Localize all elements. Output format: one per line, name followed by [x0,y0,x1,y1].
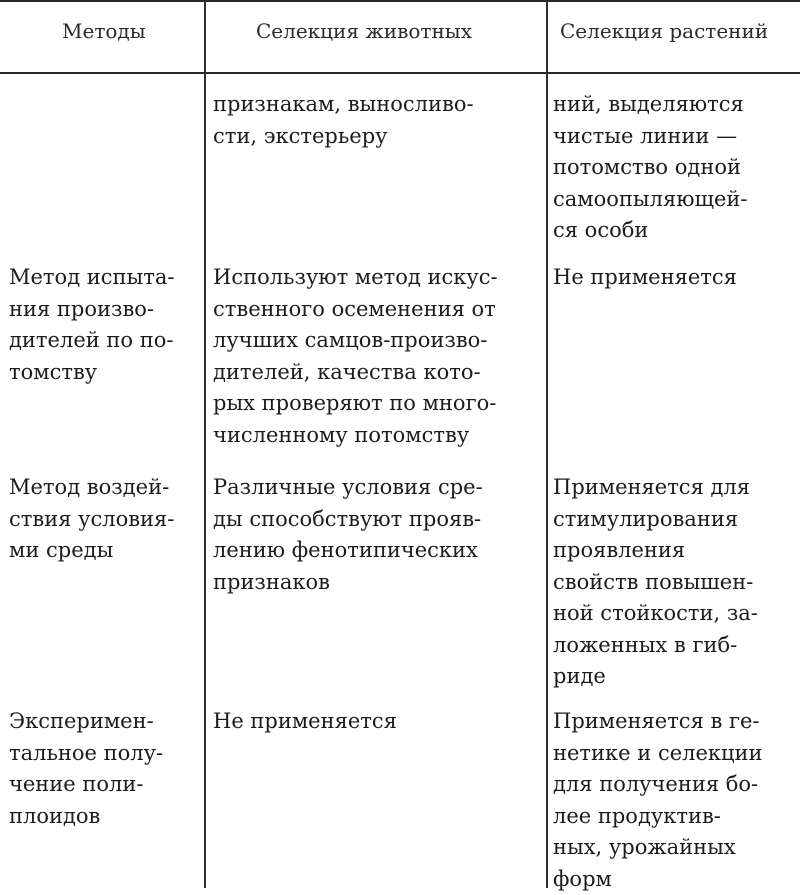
row-2-plants [553,472,758,693]
header-animal-selection: Селекция животных [256,18,472,44]
row-3-animals [213,706,397,738]
row-2-animals-line: Различные условия сре- [213,472,483,504]
row-3-plants [553,706,763,895]
row-1-plants-line: Не применяется [553,262,737,294]
row-3-plants-line: Применяется в ге- [553,706,763,738]
column-divider-2 [546,0,548,888]
table-top-border [0,0,800,2]
header-methods: Методы [62,18,146,44]
row-0-plants-line: ся особи [553,215,748,247]
row-1-animals-line: ственного осеменения от [213,294,498,326]
row-2-plants-line: стимулирования [553,504,758,536]
row-1-animals-line: лучших самцов-произво- [213,325,498,357]
row-0-plants-line: ний, выделяются [553,89,748,121]
row-2-animals-line: признаков [213,567,483,599]
row-3-plants-line: лее продуктив- [553,801,763,833]
row-3-plants-line: нетике и селекции [553,738,763,770]
row-3-method-line: плоидов [9,801,163,833]
row-1-animals-line: Используют метод искус- [213,262,498,294]
row-1-method-line: ния произво- [9,294,175,326]
row-3-method [9,706,163,832]
row-1-animals-line: дителей, качества кото- [213,357,498,389]
row-3-plants-line: ных, урожайных [553,832,763,864]
row-0-plants [553,89,748,247]
row-1-animals-line: рых проверяют по много- [213,388,498,420]
row-0-animals [213,89,474,152]
row-2-plants-line: свойств повышен- [553,567,758,599]
row-2-method-line: ми среды [9,535,174,567]
row-1-method-line: томству [9,357,175,389]
row-2-method-line: Метод воздей- [9,472,174,504]
row-3-method-line: тальное полу- [9,738,163,770]
row-2-method-line: ствия условия- [9,504,174,536]
row-1-method-line: Метод испыта- [9,262,175,294]
header-bottom-border [0,72,800,74]
header-plant-selection: Селекция растений [560,18,768,44]
row-3-plants-line: для получения бо- [553,769,763,801]
row-0-plants-line: потомство одной [553,152,748,184]
row-0-animals-line: сти, экстерьеру [213,121,474,153]
row-1-animals [213,262,498,451]
row-2-animals-line: ды способствуют прояв- [213,504,483,536]
row-1-method-line: дителей по по- [9,325,175,357]
row-0-plants-line: самоопыляющей- [553,184,748,216]
row-0-plants-line: чистые линии — [553,121,748,153]
row-1-animals-line: численному потомству [213,420,498,452]
row-3-method-line: Эксперимен- [9,706,163,738]
row-2-method [9,472,174,567]
row-2-plants-line: проявления [553,535,758,567]
row-2-plants-line: риде [553,661,758,693]
row-0-animals-line: признакам, выносливо- [213,89,474,121]
row-1-method [9,262,175,388]
row-1-plants [553,262,737,294]
column-divider-1 [204,0,206,888]
row-2-plants-line: ной стойкости, за- [553,598,758,630]
row-2-animals [213,472,483,598]
row-2-animals-line: лению фенотипических [213,535,483,567]
row-2-plants-line: ложенных в гиб- [553,630,758,662]
row-3-plants-line: форм [553,864,763,895]
row-3-method-line: чение поли- [9,769,163,801]
row-2-plants-line: Применяется для [553,472,758,504]
row-3-animals-line: Не применяется [213,706,397,738]
